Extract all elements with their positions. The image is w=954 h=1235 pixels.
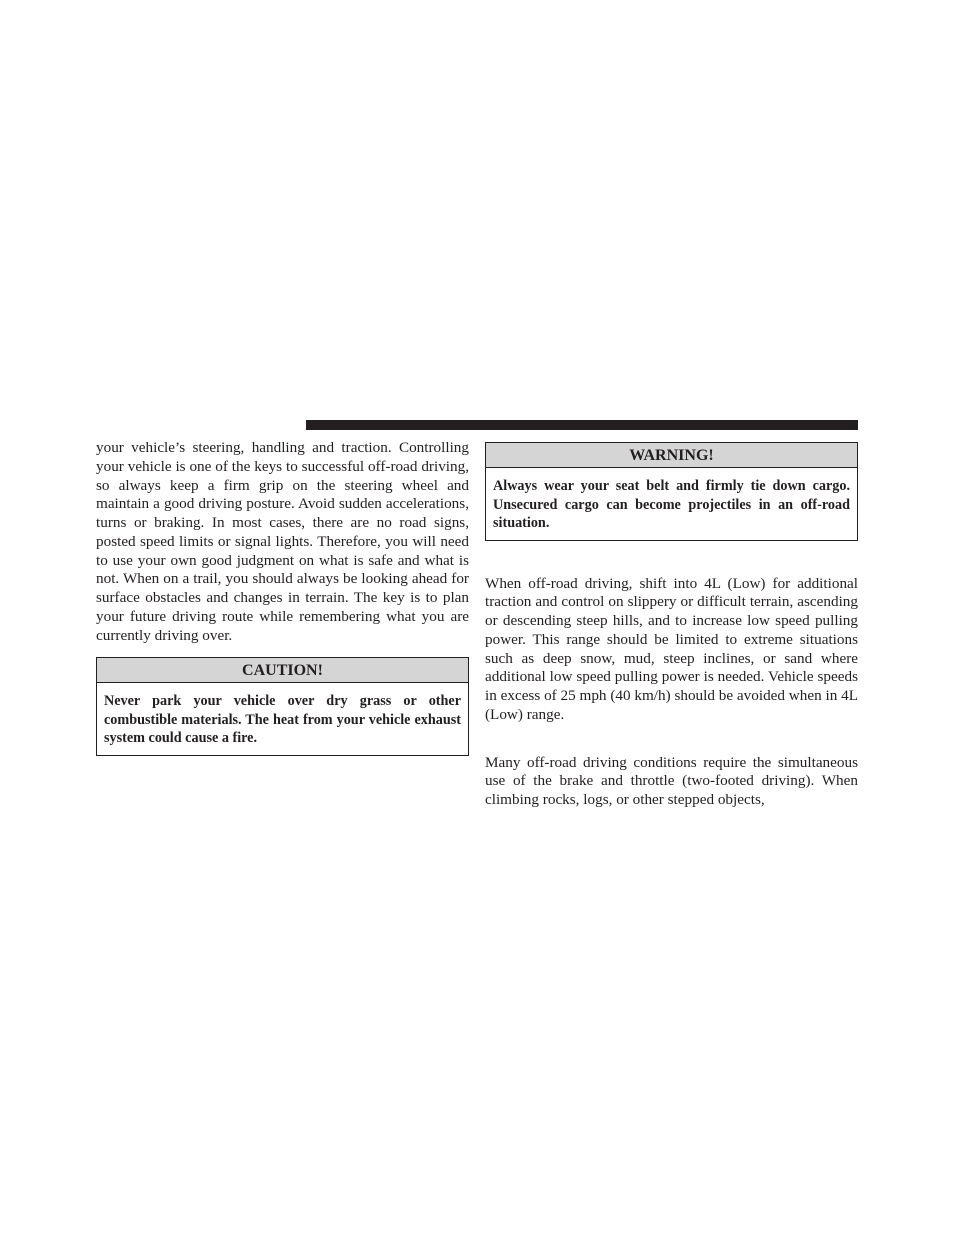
four-low-paragraph: When off-road driving, shift into 4L (Low) for additional traction and control on slippery or difficult terrain, ascending or descending steep hills, and to increase low speed pulling power. This range should be limited to extreme situations such as deep snow, mud, steep inclines, or sand where additional low speed pulling power is needed. Vehicle speeds in excess of 25 mph (40 km/h) should be avoided when in 4L (Low) range.: [485, 574, 858, 723]
warning-box: [485, 442, 858, 541]
right-column: [485, 442, 858, 810]
header-rule: [306, 420, 858, 430]
intro-paragraph: your vehicle’s steering, handling and traction. Controlling your vehicle is one of the keys to successful off-road driving, so always keep a firm grip on the steering wheel and maintain a good driving posture. Avoid sudden accelerations, turns or braking. In most cases, there are no road signs, posted speed limits or signal lights. Therefore, you will need to use your own good judgment on what is safe and what is not. When on a trail, you should always be looking ahead for surface obstacles and changes in terrain. The key is to plan your future driving route while remembering what you are currently driving over.: [96, 439, 469, 644]
brake-throttle-paragraph: Many off-road driving conditions require the simultaneous use of the brake and throttle (two-footed driving). When climbing rocks, logs, or other stepped objects,: [485, 753, 858, 808]
left-column: [96, 439, 469, 756]
caution-box: [96, 657, 469, 756]
caution-text: Never park your vehicle over dry grass or other combustible materials. The heat from your vehicle exhaust system could cause a fire.: [104, 693, 461, 747]
caution-heading: CAUTION!: [97, 658, 468, 683]
warning-text: Always wear your seat belt and firmly tie down cargo. Unsecured cargo can become projectiles in an off-road situation.: [493, 478, 850, 531]
warning-heading: WARNING!: [486, 443, 857, 468]
